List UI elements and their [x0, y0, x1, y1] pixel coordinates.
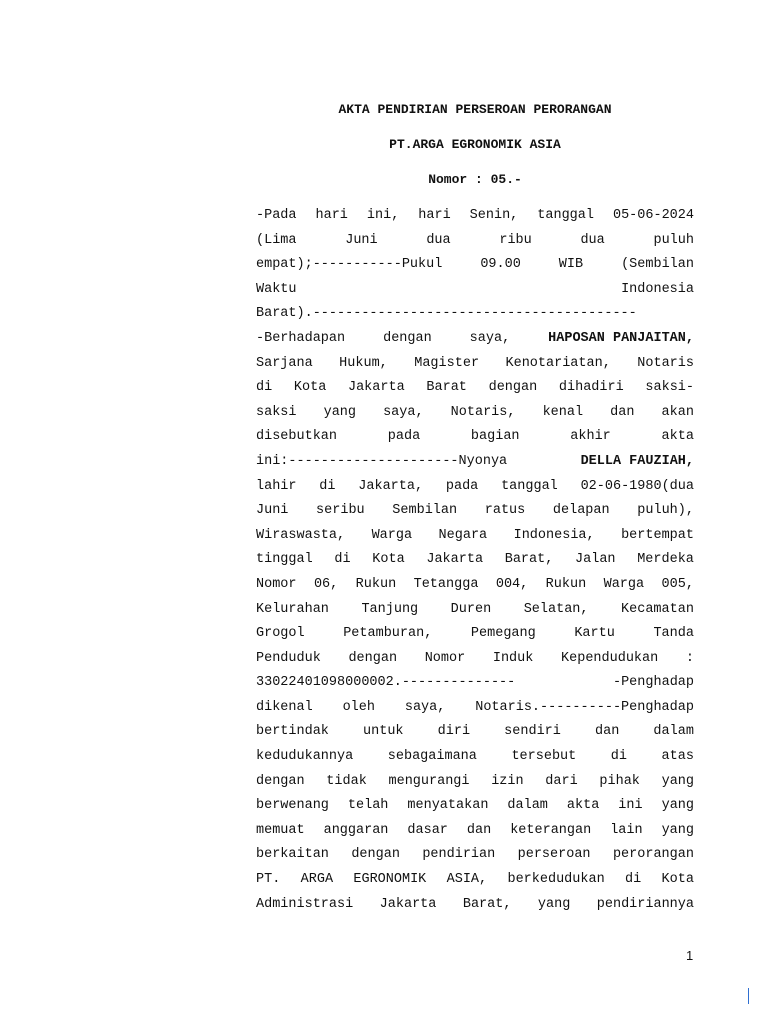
word: Kecamatan	[621, 601, 694, 617]
bold-name: HAPOSAN PANJAITAN,	[548, 330, 694, 346]
word: izin	[491, 773, 524, 789]
word: :	[685, 650, 694, 666]
word: Juni	[345, 232, 378, 248]
deed-body	[256, 204, 694, 917]
word: pada	[445, 478, 479, 494]
word: Juni	[256, 503, 289, 519]
word: Penduduk	[256, 650, 321, 666]
word: menyatakan	[407, 798, 489, 814]
word: untuk	[363, 724, 404, 740]
word: dengan	[383, 330, 432, 346]
word: tanggal	[501, 478, 558, 494]
word: di	[319, 478, 336, 494]
word: dan	[610, 404, 635, 420]
text-line	[256, 450, 694, 475]
word: akta	[566, 798, 600, 814]
word: dan	[466, 822, 492, 838]
word: Tanda	[653, 626, 694, 642]
text-line	[256, 671, 694, 696]
word: Wiraswasta,	[256, 527, 346, 543]
word: delapan	[552, 503, 610, 519]
deed-number: Nomor : 05.-	[428, 172, 522, 187]
word: sendiri	[504, 724, 561, 740]
word: di	[610, 749, 627, 765]
text-line	[256, 745, 694, 770]
text-line	[256, 720, 694, 745]
text-line	[256, 425, 694, 450]
word: akan	[661, 404, 694, 420]
word: Jakarta,	[358, 478, 424, 494]
word: 09.00	[480, 257, 521, 273]
word: Rukun	[355, 576, 397, 592]
word: Petamburan,	[343, 626, 433, 642]
word: Indonesia	[621, 281, 694, 297]
word: Jakarta	[379, 896, 437, 912]
word: yang	[537, 896, 571, 912]
word: Warga	[371, 527, 413, 543]
word: Jakarta	[426, 552, 484, 568]
word: perorangan	[612, 847, 694, 863]
word: Sembilan	[392, 503, 458, 519]
word: saya,	[404, 699, 446, 715]
word: Barat	[426, 380, 467, 396]
word: Kota	[372, 552, 405, 568]
word: ASIA,	[446, 872, 488, 888]
word: saya,	[469, 330, 511, 346]
word: Barat,	[462, 896, 512, 912]
word: dasar	[407, 822, 448, 838]
word: puluh),	[637, 503, 694, 519]
word: Notaris.----------Penghadap	[475, 699, 694, 715]
word: tanggal	[537, 208, 594, 223]
word: dua	[426, 232, 451, 248]
word: dua	[580, 232, 605, 248]
word: berkaitan	[256, 847, 329, 863]
word: 02-06-1980(dua	[580, 478, 694, 494]
word: 004,	[495, 576, 529, 592]
word: pada	[387, 429, 421, 445]
word: dan	[595, 724, 620, 740]
word: EGRONOMIK	[353, 872, 427, 888]
word: yang	[661, 822, 694, 838]
text-line	[256, 524, 694, 549]
word: Administrasi	[256, 896, 354, 912]
word: ini,	[366, 208, 400, 223]
word: dalam	[507, 798, 548, 814]
word: Notaris	[637, 355, 694, 371]
word: tersebut	[511, 749, 577, 765]
word: oleh	[342, 699, 375, 715]
word: dengan	[348, 650, 398, 666]
word: empat);-----------Pukul	[256, 257, 443, 273]
word: ARGA	[300, 872, 334, 888]
page-number: 1	[686, 948, 694, 963]
word: tinggal	[256, 552, 313, 568]
text-line	[256, 893, 694, 918]
word: Pemegang	[470, 626, 536, 642]
word: Barat).----------------------------------------	[256, 306, 637, 322]
word: lain	[610, 822, 643, 838]
text-line	[256, 598, 694, 623]
word: kedudukannya	[256, 749, 354, 765]
word: Kartu	[574, 626, 615, 642]
word: telah	[347, 798, 389, 814]
text-line	[256, 794, 694, 819]
word: PT.	[256, 872, 281, 888]
word: 33022401098000002.--------------	[256, 675, 516, 691]
word: Kota	[293, 380, 327, 396]
word: seribu	[316, 503, 365, 519]
word: Magister	[414, 355, 480, 371]
text-line	[256, 573, 694, 598]
document-title: AKTA PENDIRIAN PERSEROAN PERORANGAN	[338, 102, 612, 117]
word: akta	[661, 429, 694, 445]
text-line	[256, 499, 694, 524]
word: bagian	[470, 429, 520, 445]
word: Rukun	[545, 576, 587, 592]
word: mengurangi	[388, 773, 470, 789]
text-line	[256, 376, 694, 401]
word: Nomor	[424, 650, 466, 666]
word: Warga	[603, 576, 645, 592]
word: 05-06-2024	[612, 208, 694, 223]
word: akhir	[570, 429, 611, 445]
word: di	[334, 552, 351, 568]
word: saya,	[383, 404, 424, 420]
word: Tanjung	[361, 601, 419, 617]
word: pihak	[599, 773, 640, 789]
word: ratus	[484, 503, 526, 519]
word: berwenang	[256, 798, 329, 814]
word: disebutkan	[256, 429, 338, 445]
word: Waktu	[256, 281, 297, 297]
text-line	[256, 352, 694, 377]
word: Grogol	[256, 626, 305, 642]
word: 005,	[661, 576, 694, 592]
text-line	[256, 843, 694, 868]
word: Notaris,	[450, 404, 516, 420]
word: Jalan	[575, 552, 616, 568]
text-line	[256, 819, 694, 844]
text-line	[256, 302, 694, 327]
word: -Pada	[256, 208, 297, 223]
bold-name: DELLA FAUZIAH,	[580, 453, 694, 469]
text-line	[256, 327, 694, 352]
word: Senin,	[469, 208, 519, 223]
word: Tetangga	[413, 576, 479, 592]
word: Merdeka	[637, 552, 694, 568]
text-line	[256, 696, 694, 721]
word: dalam	[653, 724, 694, 740]
text-line	[256, 229, 694, 254]
word: lahir	[256, 478, 297, 494]
word: bertempat	[621, 527, 694, 543]
word: Hukum,	[339, 355, 388, 371]
word: di	[256, 380, 273, 396]
word: dengan	[256, 773, 305, 789]
word: yang	[661, 773, 694, 789]
text-line	[256, 647, 694, 672]
word: Kota	[661, 872, 694, 888]
word: (Lima	[256, 232, 297, 248]
word: Kenotariatan,	[505, 355, 611, 371]
word: hari	[315, 208, 348, 223]
word: saksi-	[645, 380, 694, 396]
word: yang	[661, 798, 694, 814]
word: perseroan	[517, 847, 591, 863]
text-line	[256, 401, 694, 426]
word: anggaran	[323, 822, 389, 838]
word: di	[625, 872, 642, 888]
text-line	[256, 475, 694, 500]
word: Kependudukan	[561, 650, 659, 666]
word: pendirian	[422, 847, 496, 863]
text-line	[256, 622, 694, 647]
word: (Sembilan	[621, 257, 694, 273]
word: dikenal	[256, 699, 313, 715]
word: dengan	[351, 847, 400, 863]
word: Selatan,	[523, 601, 589, 617]
word: puluh	[653, 232, 694, 248]
word: Indonesia,	[513, 527, 595, 543]
text-line	[256, 278, 694, 303]
word: 06,	[313, 576, 339, 592]
word: WIB	[558, 257, 584, 273]
word: ini	[618, 798, 643, 814]
text-cursor	[748, 988, 749, 1004]
word: tidak	[326, 773, 367, 789]
text-line	[256, 253, 694, 278]
word: dari	[545, 773, 578, 789]
company-name: PT.ARGA EGRONOMIK ASIA	[389, 137, 561, 152]
word: Jakarta	[347, 380, 405, 396]
word: memuat	[256, 822, 305, 838]
word: kenal	[542, 404, 584, 420]
text-line	[256, 868, 694, 893]
word: ribu	[499, 232, 532, 248]
word: yang	[323, 404, 356, 420]
text-line	[256, 770, 694, 795]
word: Duren	[450, 601, 492, 617]
word: Negara	[438, 527, 488, 543]
word: sebagaimana	[387, 749, 477, 765]
word: dihadiri	[558, 380, 624, 396]
word: Nomor	[256, 576, 297, 592]
word: diri	[437, 724, 471, 740]
word: atas	[661, 749, 694, 765]
word: berkedudukan	[507, 872, 605, 888]
text-line	[256, 548, 694, 573]
word: Induk	[492, 650, 534, 666]
word: Sarjana	[256, 355, 313, 371]
word: -Penghadap	[612, 675, 694, 691]
word: hari	[418, 208, 451, 223]
word: keterangan	[510, 822, 592, 838]
word: dengan	[488, 380, 538, 396]
word: Barat,	[504, 552, 554, 568]
word: saksi	[256, 404, 297, 420]
word: pendiriannya	[596, 896, 694, 912]
word: bertindak	[256, 724, 329, 740]
word: -Berhadapan	[256, 330, 346, 346]
word: ini:---------------------Nyonya	[256, 453, 508, 469]
word: Kelurahan	[256, 601, 329, 617]
text-line	[256, 204, 694, 229]
